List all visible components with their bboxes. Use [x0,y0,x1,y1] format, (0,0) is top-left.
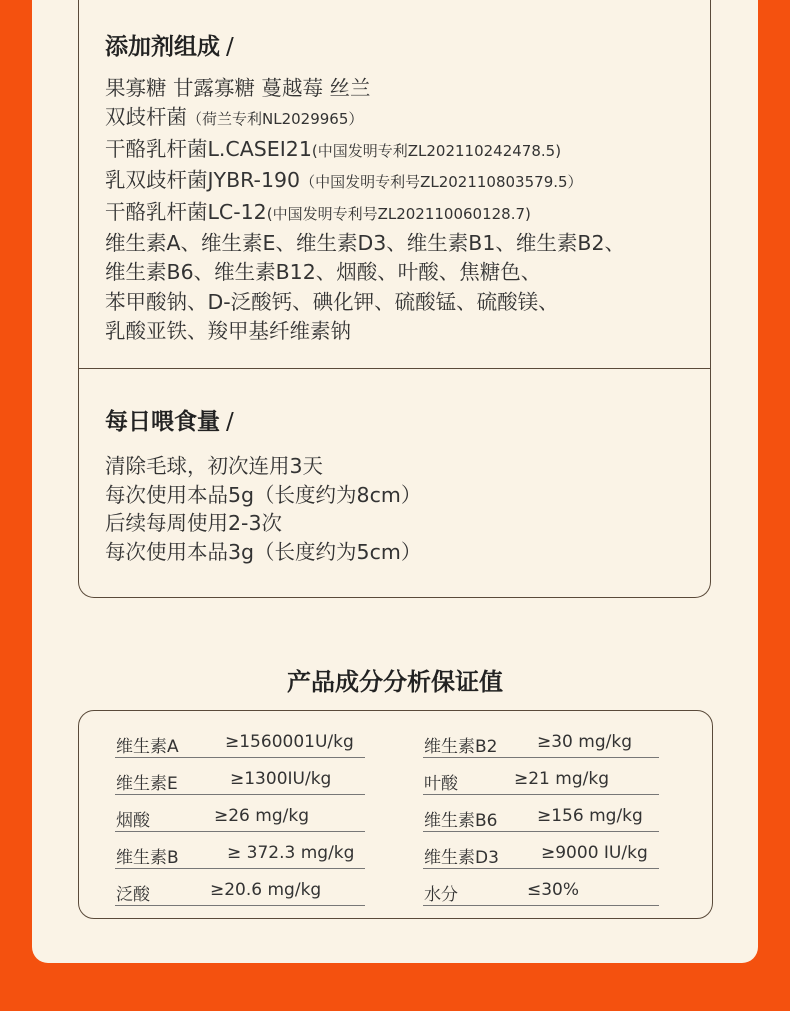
table-row [423,722,659,758]
nutrient-name: 水分 [424,885,458,905]
nutrient-value: ≥26 mg/kg [214,806,309,826]
nutrient-name: 维生素A [116,737,179,757]
feeding-title: 每日喂食量 / [105,409,234,435]
additive-line: 苯甲酸钠、D-泛酸钙、碘化钾、硫酸锰、硫酸镁、 [105,289,559,314]
additive-line: 乳双歧杆菌JYBR-190（中国发明专利号ZL202110803579.5） [105,168,583,193]
additive-line: 干酪乳杆菌LC-12(中国发明专利号ZL202110060128.7) [105,199,531,224]
table-row [423,796,659,832]
table-row [115,796,365,832]
feeding-line: 后续每周使用2-3次 [105,511,282,535]
nutrient-name: 维生素B [116,848,179,868]
table-row [423,833,659,869]
nutrient-name: 维生素B2 [424,737,498,757]
nutrient-name: 维生素D3 [424,848,499,868]
nutrient-value: ≥156 mg/kg [537,806,643,826]
nutrient-value: ≥9000 IU/kg [541,843,648,863]
additives-title: 添加剂组成 / [105,34,234,60]
nutrient-name: 维生素B6 [424,811,498,831]
additive-line: 维生素B6、维生素B12、烟酸、叶酸、焦糖色、 [105,260,542,285]
additive-line: 干酪乳杆菌L.CASEI21(中国发明专利ZL202110242478.5) [105,136,562,161]
additives-list [105,74,625,347]
nutrient-name: 烟酸 [116,811,150,831]
table-row [115,722,365,758]
nutrient-value: ≥21 mg/kg [514,769,609,789]
nutrient-name: 叶酸 [424,774,458,794]
nutrient-name: 泛酸 [116,885,150,905]
section-divider [78,368,711,369]
additive-line: 果寡糖 甘露寡糖 蔓越莓 丝兰 [105,76,371,100]
nutrient-value: ≥30 mg/kg [537,732,632,752]
nutrient-value: ≥ 372.3 mg/kg [227,843,355,863]
nutrient-value: ≤30% [527,880,580,900]
table-row [115,759,365,795]
table-row [115,833,365,869]
analysis-title: 产品成分分析保证值 [287,668,503,696]
feeding-line: 每次使用本品5g（长度约为8cm） [105,482,422,507]
feeding-list [105,452,421,566]
feeding-line: 清除毛球，初次连用3天 [105,454,324,478]
additive-line: 乳酸亚铁、羧甲基纤维素钠 [105,319,351,344]
additive-line: 双歧杆菌（荷兰专利NL2029965） [105,105,364,130]
nutrient-value: ≥1300IU/kg [230,769,332,789]
nutrient-value: ≥1560001U/kg [225,732,354,752]
nutrient-value: ≥20.6 mg/kg [210,880,322,900]
feeding-line: 每次使用本品3g（长度约为5cm） [105,539,422,564]
table-row [115,870,365,906]
table-row [423,870,659,906]
table-row [423,759,659,795]
additive-line: 维生素A、维生素E、维生素D3、维生素B1、维生素B2、 [105,231,626,256]
nutrient-name: 维生素E [116,774,178,794]
